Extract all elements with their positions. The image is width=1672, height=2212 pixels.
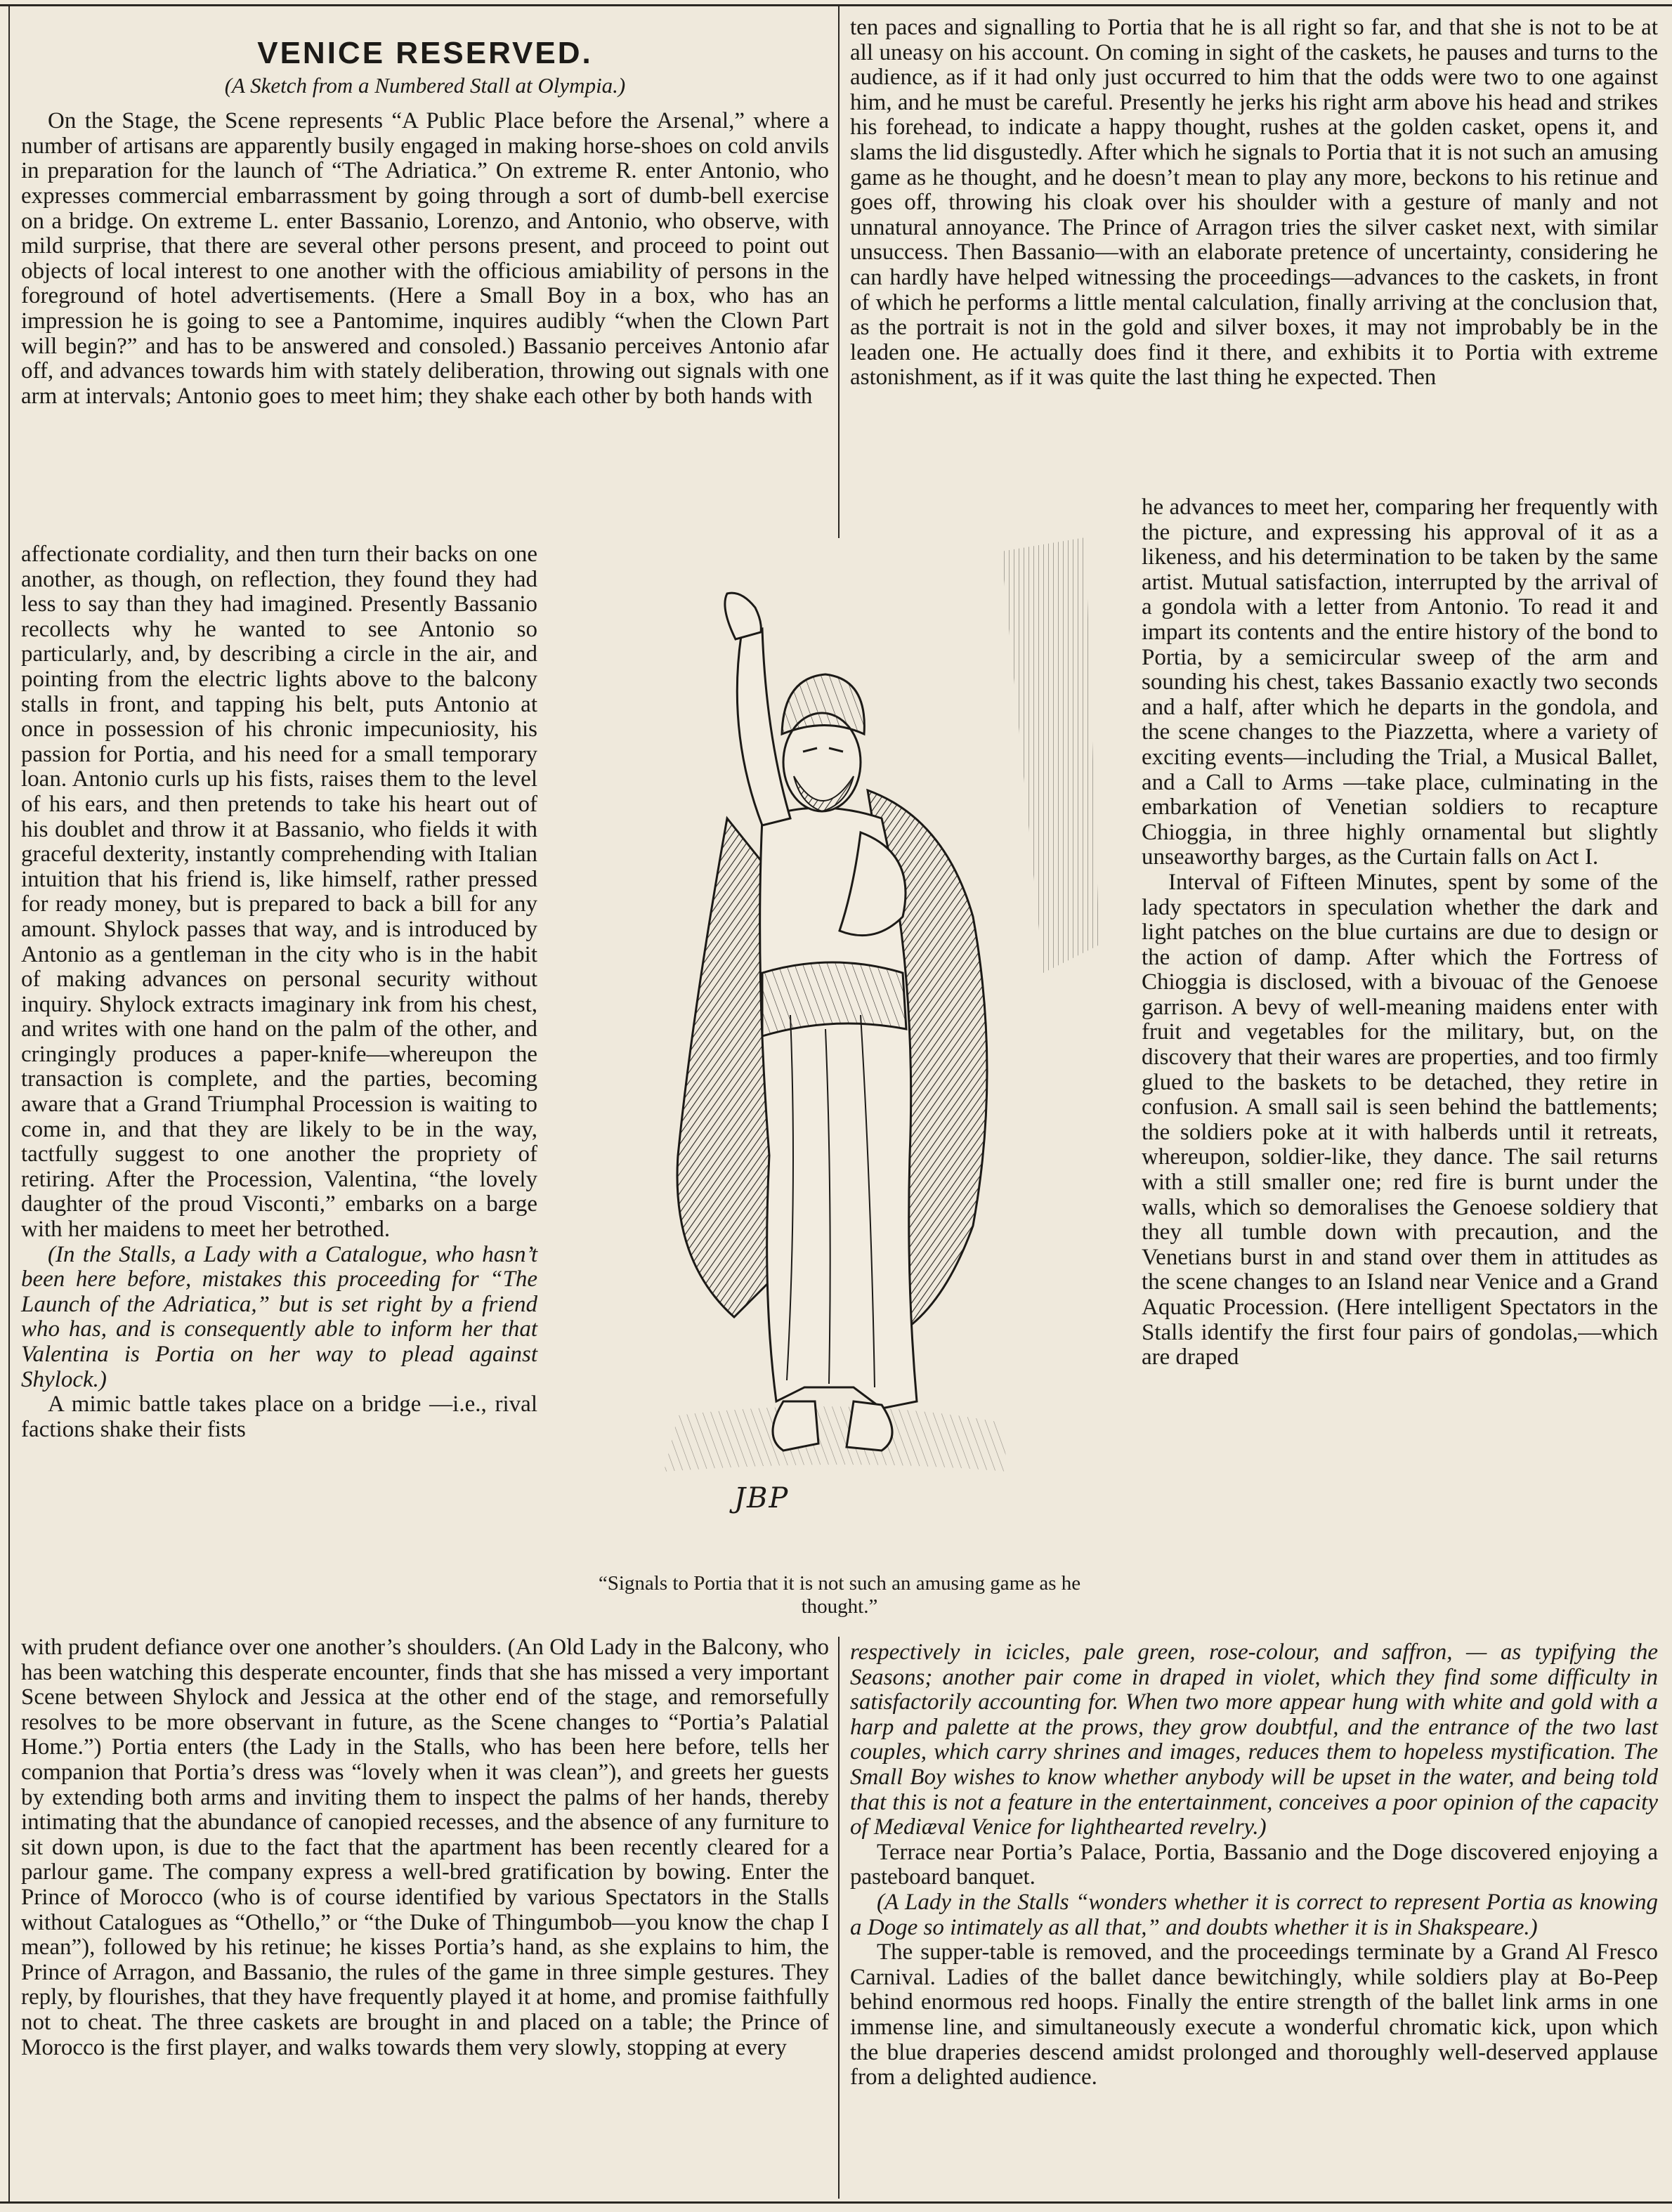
paragraph: with prudent defiance over one another’s shoulders. (An Old Lady in the Balcony, who has been watching this desperate encounter, finds that she has missed a very important Scene between Shylock and Jessica at the other end of the stage, and remorsefully resolves to be more observant in future, as the Scene changes to “Portia’s Palatial Home.”) Portia enters (the Lady in the Stalls, who has been here before, tells her companion that Portia’s dress was “lovely when it was clean”), and greets her guests by extending both arms and inviting them to inspect the palms of her hands, thereby intimating that the abundance of canopied recesses, and the absence of any furniture to sit down upon, is due to the fact that the apartment has been recently cleared for a parlour game. The company express a well-bred gratification by bowing. Enter the Prince of Morocco (who is of course identified by various Spectators in the Stalls without Catalogues as “Othello,” or “the Duke of Thingumbob—you know the chap I mean”), followed by his retinue; he kisses Portia’s hand, as she explains to him, the Prince of Arragon, and Bassanio, the rules of the game in three simple gestures. They reply, by flourishes, that they have frequently played it at home, and promise faithfully not to cheat. The three caskets are brought in and placed on a table; the Prince of Morocco is the first player, and walks towards them very slowly, stopping at every bbox=[21, 1635, 829, 2060]
paragraph: (A Lady in the Stalls “wonders whether it is correct to represent Portia as knowing a Doge so intimately as all that,” and doubts whether it is in Shakspeare.) bbox=[850, 1889, 1658, 1940]
paragraph: ten paces and signalling to Portia that he is all right so far, and that she is not to be at all uneasy on his account. On coming in sight of the caskets, he pauses and turns to the audience, as if it had only just occurred to him that the odds were two to one against him, and he must be careful. Presently he jerks his right arm above his head and strikes his forehead, to indicate a happy thought, rushes at the golden casket, opens it, and slams the lid disgustedly. After which he signals to Portia that it is not such an amusing game as he thought, and he doesn’t mean to play any more, beckons to his retinue and goes off, throwing his cloak over his shoulder with a gesture of manly and not unnatural annoyance. The Prince of Arragon tries the silver casket next, with similar unsuccess. Then Bassanio—with an elaborate pretence of uncertainty, considering he can hardly have helped witnessing the proceedings—advances to the caskets, in front of which he performs a little mental calculation, finally arriving at the conclusion that, as the portrait is not in the gold and silver boxes, it may not improbably be in the leaden one. He actually does find it there, and exhibits it to Portia with extreme astonishment, as if it was quite the last thing he expected. Then bbox=[850, 15, 1658, 391]
paragraph: he advances to meet her, comparing her frequently with the picture, and expressing his approval of it as a likeness, and his determination to be taken by the same artist. Mutual satisfaction, interrupted by the arrival of a gondola with a letter from Antonio. To read it and impart its contents and the entire history of the bond to Portia, by a semicircular sweep of the arm and sounding his chest, takes Bassanio exactly two seconds and a half, after which he departs in the gondola, and the scene changes to the Piazzetta, where a variety of exciting events—including the Trial, a Musical Ballet, and a Call to Arms —take place, culminating in the embarkation of Venetian soldiers to recapture Chioggia, in three highly ornamental but slightly unseaworthy barges, as the Curtain falls on Act I. bbox=[1142, 495, 1658, 870]
illustration-signature: JBP bbox=[734, 1482, 790, 1514]
article-column-right-narrow bbox=[1142, 495, 1658, 1370]
top-rule bbox=[0, 4, 1672, 6]
paragraph: affectionate cordiality, and then turn their backs on one another, as though, on reflection, they found they had less to say than they had imagined. Presently Bassanio recollects why he wanted to see Antonio so particularly, and, by describing a circle in the air, and pointing from the electric lights above to the balcony stalls in front, and tapping his belt, puts Antonio at once in possession of his chronic impecuniosity, his passion for Portia, and his need for a small temporary loan. Antonio curls up his fists, raises them to the level of his ears, and then pretends to take his heart out of his doublet and throw it at Bassanio, who fields it with graceful dexterity, instantly comprehending with Italian intuition that his friend is, like himself, rather pressed for ready money, but is prepared to back a bill for any amount. Shylock passes that way, and is introduced by Antonio as a gentleman in the city who is in the habit of making advances on personal security without inquiry. Shylock extracts imaginary ink from his chest, and writes with one hand on the palm of the other, and cringingly produces a paper-knife—whereupon the transaction is complete, and the parties, becoming aware that a Grand Triumphal Procession is waiting to come in, and that they are likely to be in the way, tactfully suggest to one another the propriety of retiring. After the Procession, Valentina, “the lovely daughter of the proud Visconti,” embarks on a barge with her maidens to meet her betrothed. bbox=[21, 542, 537, 1243]
paragraph: The supper-table is removed, and the proceedings terminate by a Grand Al Fresco Carnival. Ladies of the ballet dance bewitchingly, while soldiers play at Bo-Peep behind enormous red hoops. Finally the entire strength of the ballet link arms in one immense line, and simultaneously execute a wonderful chromatic kick, upon which the blue draperies descend amidst prolonged and thoroughly well-deserved applause from a delighted audience. bbox=[850, 1939, 1658, 2090]
illustration-caption: “Signals to Portia that it is not such an amusing game as he thought.” bbox=[598, 1572, 1081, 1618]
engraving-figure bbox=[551, 523, 1135, 1570]
paragraph: A mimic battle takes place on a bridge —i.e., rival factions shake their fists bbox=[21, 1392, 537, 1442]
article-column-left-top bbox=[21, 28, 829, 409]
column-rule-lower bbox=[838, 1637, 840, 2199]
article-title: VENICE RESERVED. bbox=[257, 36, 593, 70]
illustration-prince-of-morocco bbox=[551, 523, 1135, 1570]
article-column-left-bottom bbox=[21, 1635, 829, 2060]
left-rule bbox=[8, 4, 10, 2201]
article-column-left-narrow bbox=[21, 542, 537, 1442]
article-column-right-top bbox=[850, 15, 1658, 391]
paragraph: (In the Stalls, a Lady with a Catalogue, who hasn’t been here before, mistakes this proceeding for “The Launch of the Adriatica,” but is set right by a friend who has, and is consequently able to inform her that Valentina is Portia on her way to plead against Shylock.) bbox=[21, 1241, 537, 1392]
article-subtitle: (A Sketch from a Numbered Stall at Olympia.) bbox=[224, 72, 626, 98]
article-column-right-bottom bbox=[850, 1640, 1658, 2090]
paragraph: Interval of Fifteen Minutes, spent by some of the lady spectators in speculation whether the dark and light patches on the blue curtains are due to design or the action of damp. After which the Fortress of Chioggia is disclosed, with a bivouac of the Genoese garrison. A bevy of well-meaning maidens enter with fruit and vegetables for the military, but, on the discovery that their wares are properties, and too firmly glued to the baskets to be detached, they retire in confusion. A small sail is seen behind the battlements; the soldiers poke at it with halberds until it retreats, whereupon, soldier-like, they dance. The sail returns with a still smaller one; red fire is burnt under the walls, which so demoralises the Genoese soldiery that they all tumble down with precaution, and the Venetians burst in and stand over them in attitudes as the scene changes to an Island near Venice and a Grand Aquatic Procession. (Here intelligent Spectators in the Stalls identify the first four pairs of gondolas,—which are draped bbox=[1142, 869, 1658, 1370]
paragraph: respectively in icicles, pale green, rose-colour, and saffron, — as typifying the Seasons; another pair come in draped in violet, which they find some difficulty in satisfactorily accounting for. When two more appear hung with white and gold with a harp and palette at the prows, they grow doubtful, and the entrance of the two last couples, which carry shrines and images, reduces them to hopeless mystification. The Small Boy wishes to know whether anybody will be upset in the water, and being told that this is not a feature in the entertainment, conceives a poor opinion of the capacity of Mediæval Venice for lighthearted revelry.) bbox=[850, 1640, 1658, 1840]
paragraph: On the Stage, the Scene represents “A Public Place before the Arsenal,” where a number of artisans are apparently busily engaged in making horse-shoes on cold anvils in preparation for the launch of “The Adriatica.” On extreme R. enter Antonio, who expresses commercial embarrassment by going through a sort of dumb-bell exercise on a bridge. On extreme L. enter Bassanio, Lorenzo, and Antonio, who observe, with mild surprise, that there are several other persons present, and proceed to point out objects of local interest to one another with the officious amiability of persons in the foreground of hotel advertisements. (Here a Small Boy in a box, who has an impression he is going to see a Pantomime, inquires audibly “when the Clown Part will begin?” and has to be answered and consoled.) Bassanio perceives Antonio afar off, and advances towards him with stately deliberation, throwing out signals with one arm at intervals; Antonio goes to meet him; they shake each other by both hands with bbox=[21, 108, 829, 409]
column-rule-upper bbox=[838, 4, 840, 538]
bottom-rule bbox=[0, 2201, 1672, 2204]
paragraph: Terrace near Portia’s Palace, Portia, Bassanio and the Doge discovered enjoying a pasteboard banquet. bbox=[850, 1839, 1658, 1890]
